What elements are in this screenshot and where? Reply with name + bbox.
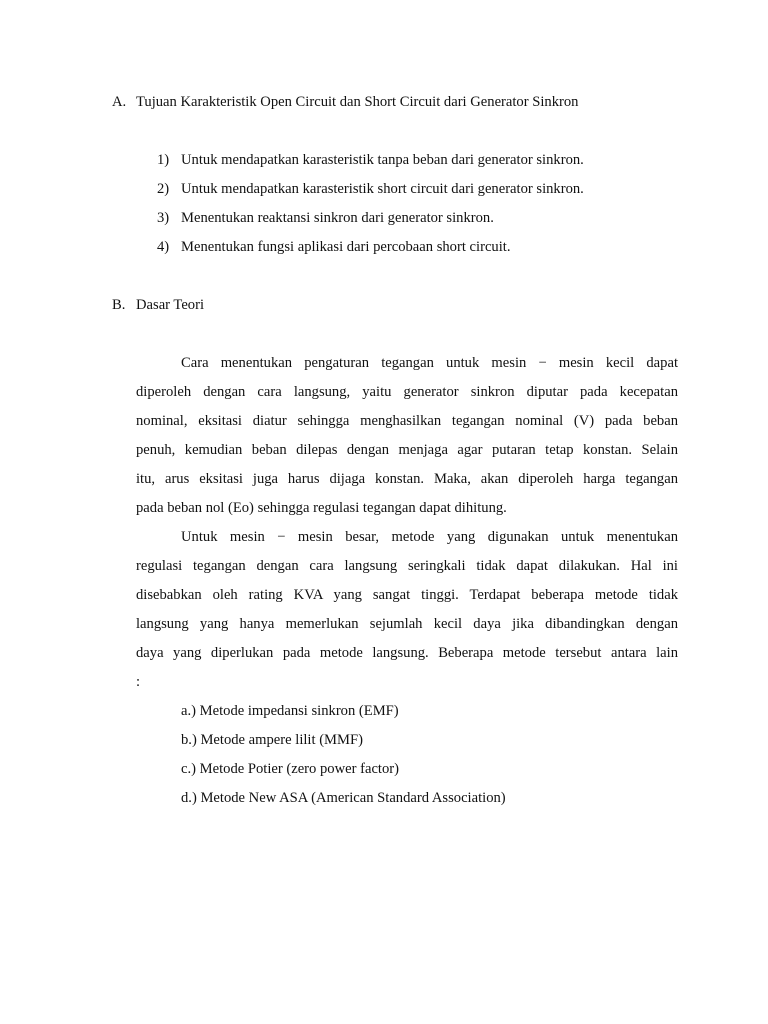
section-a-marker: A.	[112, 94, 127, 110]
list-item-marker: 4)	[157, 239, 170, 255]
section-b-marker: B.	[112, 297, 126, 313]
paragraph-1-line: pada beban nol (Eo) sehingga regulasi tegangan dapat dihitung.	[136, 500, 507, 516]
paragraph-1-line: Cara menentukan pengaturan tegangan untuk mesin − mesin kecil dapat	[181, 355, 678, 371]
method-item: c.) Metode Potier (zero power factor)	[181, 761, 399, 777]
section-b-title: Dasar Teori	[136, 297, 205, 313]
list-item-text: Untuk mendapatkan karasteristik short circuit dari generator sinkron.	[181, 181, 584, 197]
paragraph-1-line: nominal, eksitasi diatur sehingga menghasilkan tegangan nominal (V) pada beban	[136, 413, 678, 429]
paragraph-1-line: diperoleh dengan cara langsung, yaitu generator sinkron diputar pada kecepatan	[136, 384, 678, 400]
list-item-text: Menentukan reaktansi sinkron dari generator sinkron.	[181, 210, 494, 226]
paragraph-1-line: penuh, kemudian beban dilepas dengan menjaga agar putaran tetap konstan. Selain	[136, 442, 678, 458]
list-item-marker: 2)	[157, 181, 170, 197]
method-item: b.) Metode ampere lilit (MMF)	[181, 732, 363, 748]
list-item-text: Untuk mendapatkan karasteristik tanpa beban dari generator sinkron.	[181, 152, 584, 168]
list-item-marker: 1)	[157, 152, 170, 168]
section-a-title: Tujuan Karakteristik Open Circuit dan Short Circuit dari Generator Sinkron	[136, 94, 579, 110]
paragraph-2-line: Untuk mesin − mesin besar, metode yang digunakan untuk menentukan	[181, 529, 678, 545]
method-item: d.) Metode New ASA (American Standard Association)	[181, 790, 506, 806]
paragraph-2-line: :	[136, 674, 141, 690]
paragraph-2-line: langsung yang hanya memerlukan sejumlah kecil daya jika dibandingkan dengan	[136, 616, 678, 632]
paragraph-2-line: disebabkan oleh rating KVA yang sangat tinggi. Terdapat beberapa metode tidak	[136, 587, 678, 603]
paragraph-2-line: daya yang diperlukan pada metode langsung. Beberapa metode tersebut antara lain	[136, 645, 678, 661]
method-item: a.) Metode impedansi sinkron (EMF)	[181, 703, 399, 719]
paragraph-1-line: itu, arus eksitasi juga harus dijaga konstan. Maka, akan diperoleh harga tegangan	[136, 471, 678, 487]
list-item-marker: 3)	[157, 210, 170, 226]
list-item-text: Menentukan fungsi aplikasi dari percobaan short circuit.	[181, 239, 511, 255]
paragraph-2-line: regulasi tegangan dengan cara langsung seringkali tidak dapat dilakukan. Hal ini	[136, 558, 678, 574]
